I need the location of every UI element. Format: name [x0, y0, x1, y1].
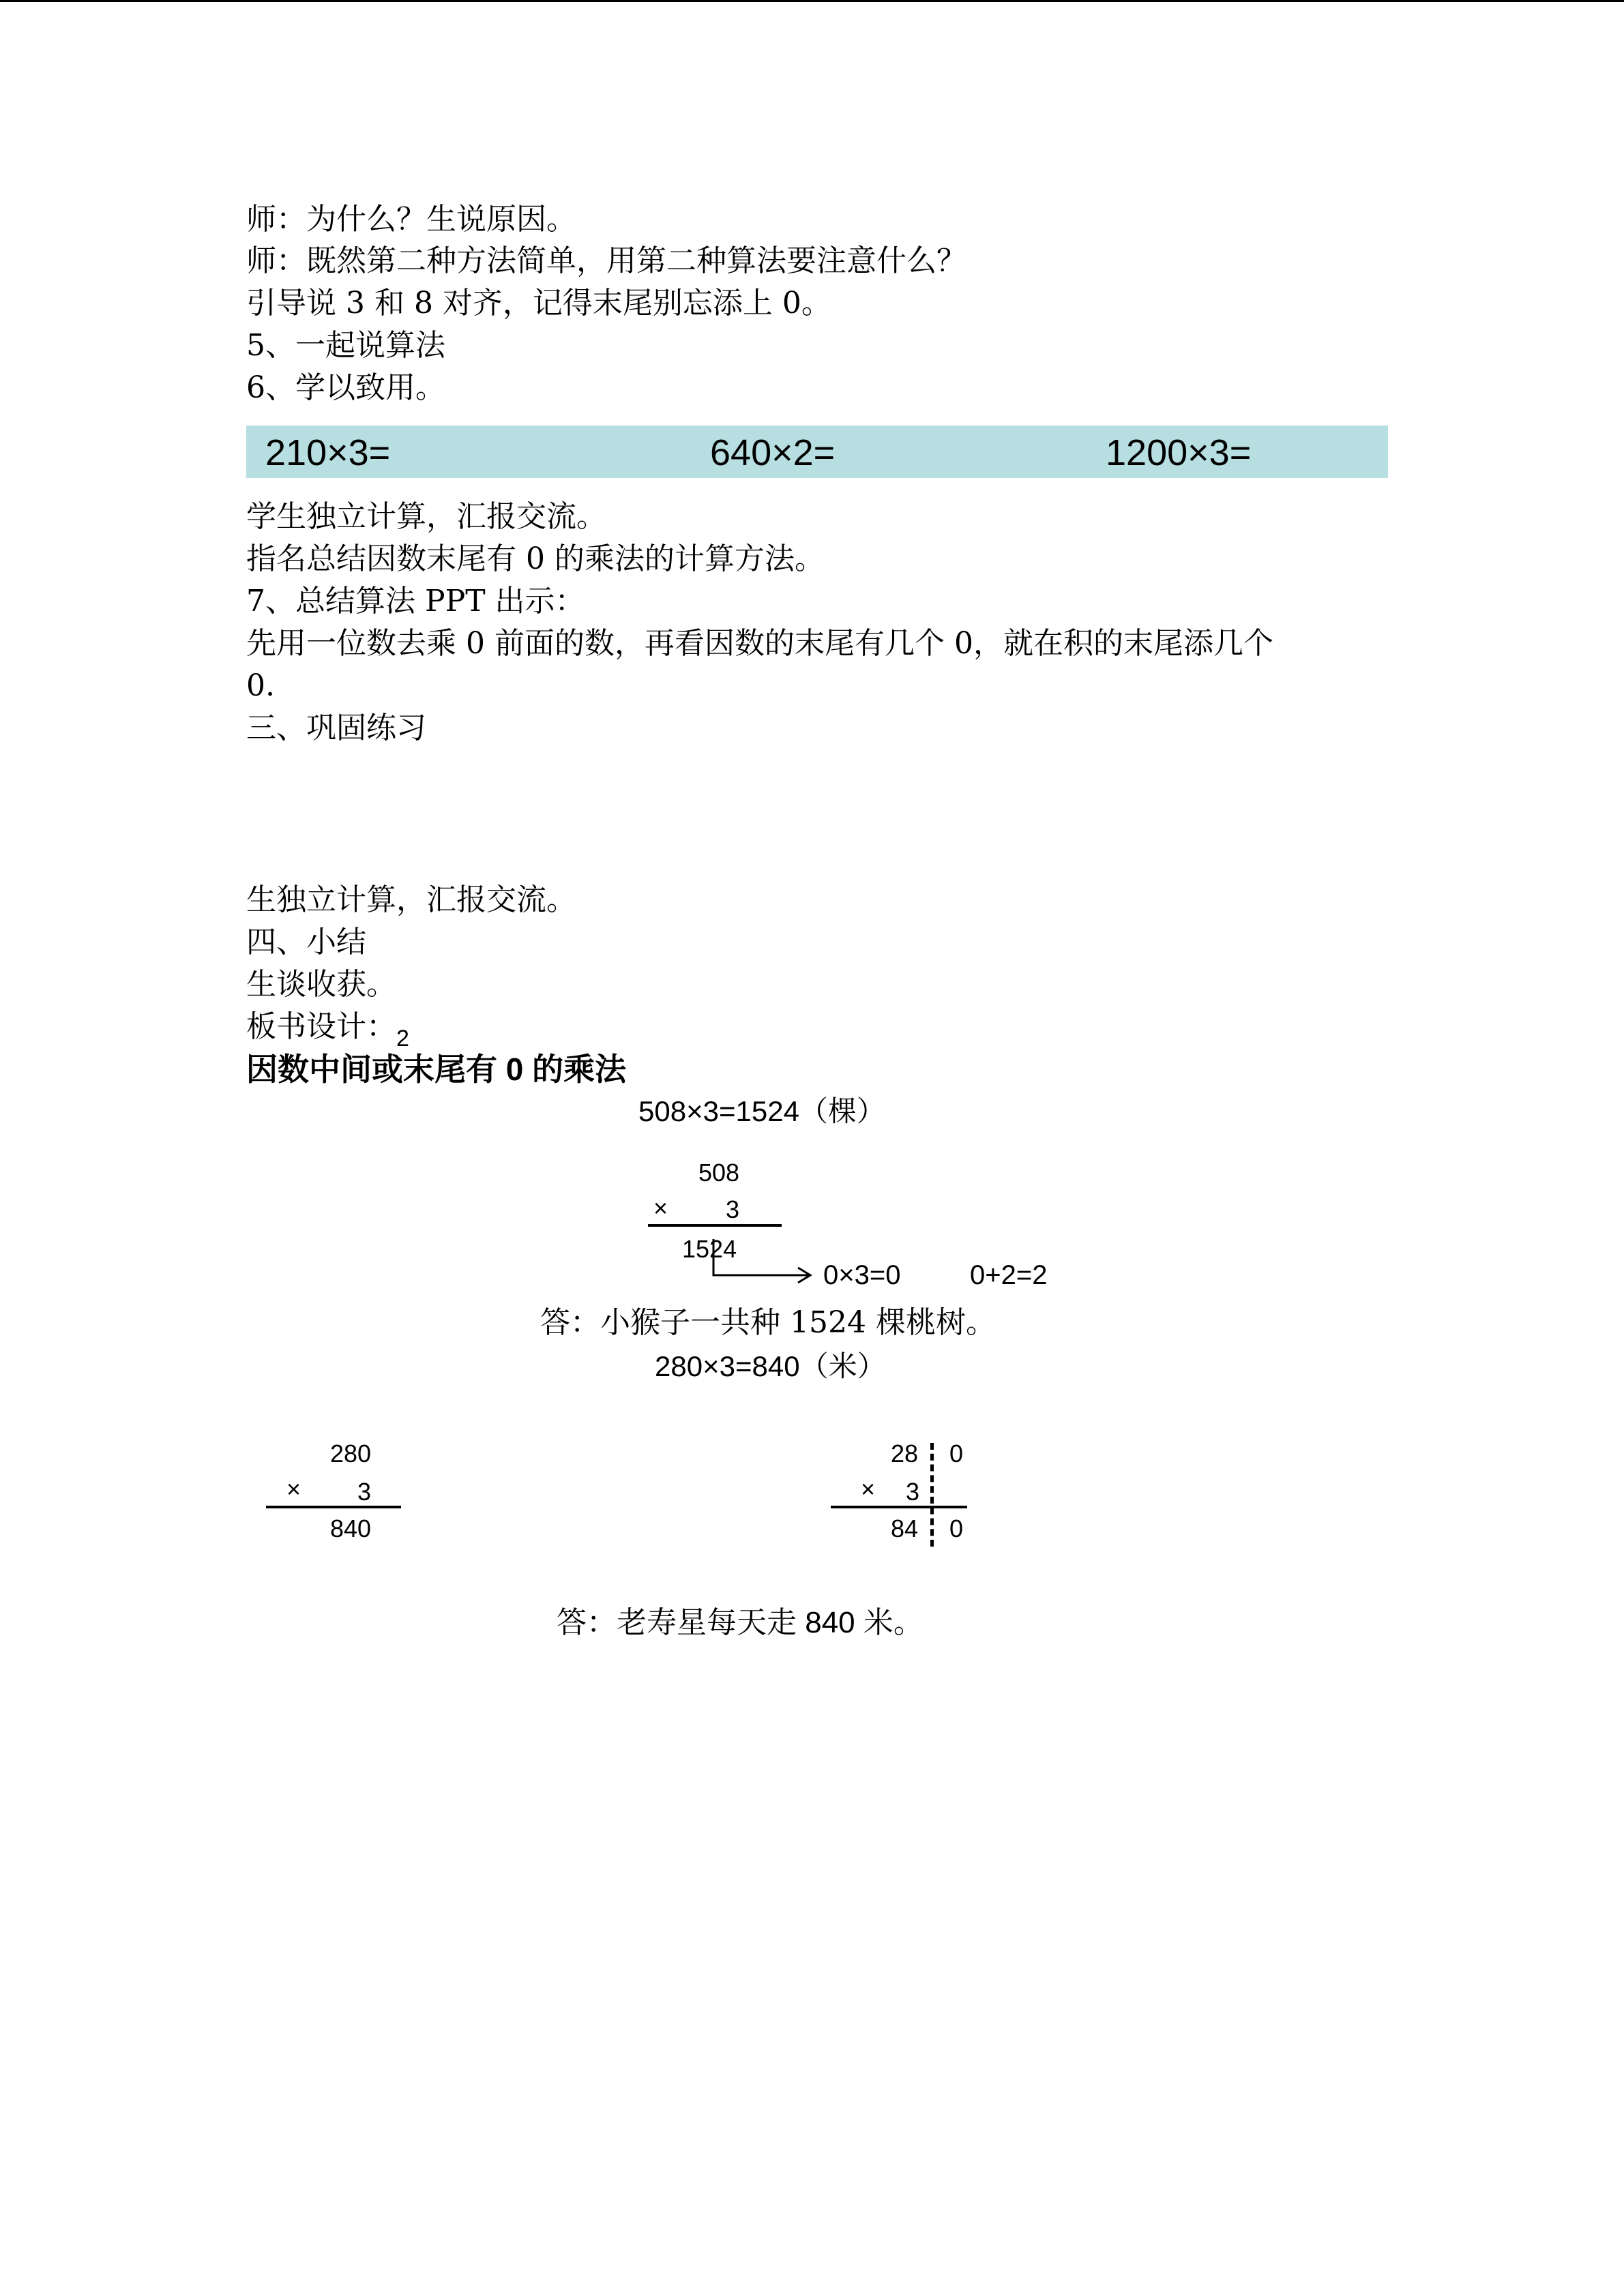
text-line-5: 6、学以致用。 [246, 370, 445, 405]
section-heading-summary: 四、小结 [246, 925, 366, 959]
calc1-result: 1524 [682, 1235, 737, 1263]
calc1-rule [648, 1224, 782, 1227]
text-line-10: 0. [246, 668, 275, 703]
exercise-band [246, 426, 1388, 478]
board-design-label: 板书设计： [246, 1009, 396, 1044]
calc1-times: × [653, 1194, 668, 1222]
board-heading: 因数中间或末尾有 0 的乘法 [246, 1052, 627, 1087]
text-line-3: 引导说 3 和 8 对齐，记得末尾别忘添上 0。 [246, 286, 831, 320]
calc1-arrow [709, 1238, 818, 1285]
text-line-7: 指名总结因数末尾有 0 的乘法的计算方法。 [246, 541, 825, 576]
calc1-multiplier: 3 [726, 1195, 740, 1223]
note-zero-times-three: 0×3=0 [823, 1260, 901, 1290]
calc3-times: × [861, 1475, 876, 1503]
section-heading-practice: 三、巩固练习 [246, 711, 426, 745]
calc3-divider [930, 1443, 934, 1547]
note-zero-plus-two: 0+2=2 [970, 1260, 1048, 1290]
text-line-9: 先用一位数去乘 0 前面的数，再看因数的末尾有几个 0，就在积的末尾添几个 [246, 626, 1273, 661]
top-border [0, 0, 1624, 2]
exercise-3: 1200×3= [1106, 432, 1252, 473]
calc3-multiplier: 3 [906, 1478, 920, 1506]
equation-2: 280×3=840（米） [655, 1350, 886, 1382]
calc3-top-zero: 0 [949, 1440, 964, 1467]
text-line-12: 生独立计算，汇报交流。 [246, 882, 576, 917]
text-line-8: 7、总结算法 PPT 出示： [246, 584, 585, 618]
text-line-14: 生谈收获。 [246, 967, 396, 1002]
calc3-result-zero: 0 [949, 1515, 964, 1542]
calc2-times: × [286, 1475, 301, 1503]
answer-1: 答：小猴子一共种 1524 棵桃树。 [540, 1305, 996, 1340]
calc3-result: 84 [891, 1515, 919, 1542]
text-line-6: 学生独立计算，汇报交流。 [246, 499, 606, 534]
equation-1: 508×3=1524（棵） [638, 1095, 885, 1127]
text-line-15 [246, 1007, 409, 1052]
calc1-top: 508 [698, 1159, 740, 1187]
calc3-rule [831, 1506, 967, 1508]
calc2-rule [266, 1506, 401, 1508]
calc2-top: 280 [330, 1440, 372, 1467]
board-design-subscript: 2 [396, 1026, 409, 1052]
calc2-result: 840 [330, 1515, 372, 1542]
text-line-2: 师：既然第二种方法简单，用第二种算法要注意什么？ [246, 243, 966, 278]
answer-2: 答：老寿星每天走 840 米。 [557, 1606, 924, 1639]
text-line-4: 5、一起说算法 [246, 328, 445, 363]
text-line-1: 师：为什么？生说原因。 [246, 202, 576, 237]
calc3-top: 28 [891, 1440, 919, 1467]
calc2-multiplier: 3 [357, 1478, 372, 1506]
exercise-1: 210×3= [265, 432, 391, 473]
exercise-2: 640×2= [710, 432, 836, 473]
